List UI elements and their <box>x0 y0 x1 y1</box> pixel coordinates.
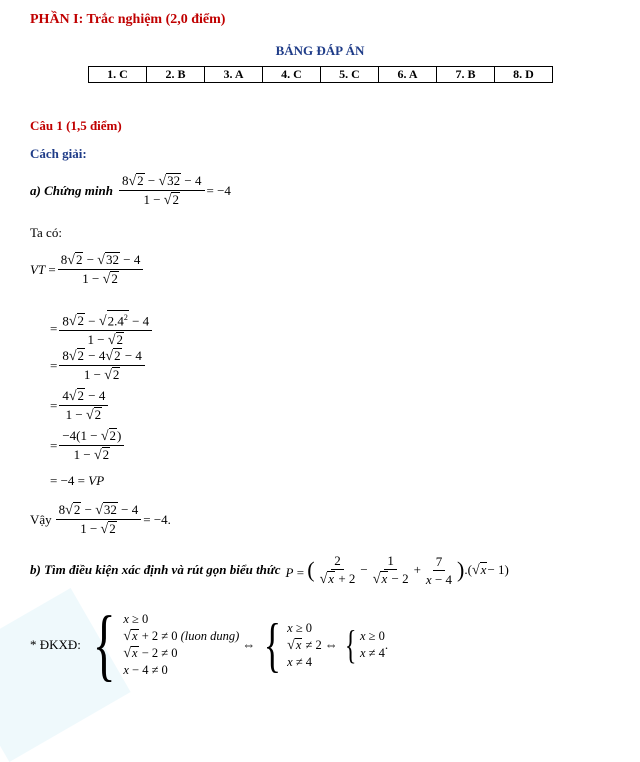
section-title: PHẦN I: Trắc nghiệm (2,0 điểm) <box>30 12 226 27</box>
step-2: = 8 √ 2 − 4 √ 2 − 4 1 − √ 2 <box>50 348 147 383</box>
vay-text: Vậy <box>30 511 52 527</box>
answer-table-title: BẢNG ĐÁP ÁN <box>275 43 365 58</box>
part-b-statement: b) Tìm điều kiện xác định và rút gọn biểu thức P = ( 2 √ x + 2 − 1 √ x − 2 + $\frac{7}{x - 4}$ ) .( √ x − 1) <box>30 553 509 587</box>
part-a-statement: a) Chứng minh 8 √ 2 − √ 32 − 4 1 − √ 2 = −4 <box>30 173 231 208</box>
answer-cell: 1. C <box>89 67 147 83</box>
step-4: = −4(1 − √ 2 ) 1 − √ 2 <box>50 428 126 463</box>
conclusion-line: Vậy 8 √ 2 − √ 32 − 4 1 − √ 2 = −4. <box>30 502 171 537</box>
answer-cell: 8. D <box>495 67 553 83</box>
part-a-label: a) Chứng minh <box>30 182 113 198</box>
part-b-label: b) Tìm điều kiện xác định và rút gọn biểu thức <box>30 562 281 577</box>
dkxd-line: * ĐKXĐ: { x ≥ 0 √ x + 2 ≠ 0 (luon dung) √ x − 2 ≠ 0 x − 4 ≠ 0 ⇔ { x ≥ 0 √ x ≠ 2 x ≠ 4 ⇔ { x ≥ 0 x ≠ 4 . <box>30 601 389 689</box>
answer-cell: 3. A <box>205 67 263 83</box>
method-label: Cách giải: <box>30 146 87 161</box>
answer-table <box>88 66 553 83</box>
dkxd-label: * ĐKXĐ: <box>30 637 81 652</box>
answer-cell: 5. C <box>321 67 379 83</box>
step-5: = −4 = VP <box>50 473 105 488</box>
answer-cell: 7. B <box>437 67 495 83</box>
answer-cell: 2. B <box>147 67 205 83</box>
step-3: = 4 √ 2 − 4 1 − √ 2 <box>50 388 110 423</box>
answer-cell: 4. C <box>263 67 321 83</box>
ta-co-text: Ta có: <box>30 225 62 240</box>
question1-title: Câu 1 (1,5 điểm) <box>30 118 122 133</box>
answer-cell: 6. A <box>379 67 437 83</box>
luon-dung-note: (luon dung) <box>180 629 240 643</box>
step-1: = 8 √ 2 − √ $2.4^2$ − 4 1 − √ 2 <box>50 310 154 348</box>
vt-line: VT = 8 √ 2 − √ 32 − 4 1 − √ 2 <box>30 252 145 287</box>
